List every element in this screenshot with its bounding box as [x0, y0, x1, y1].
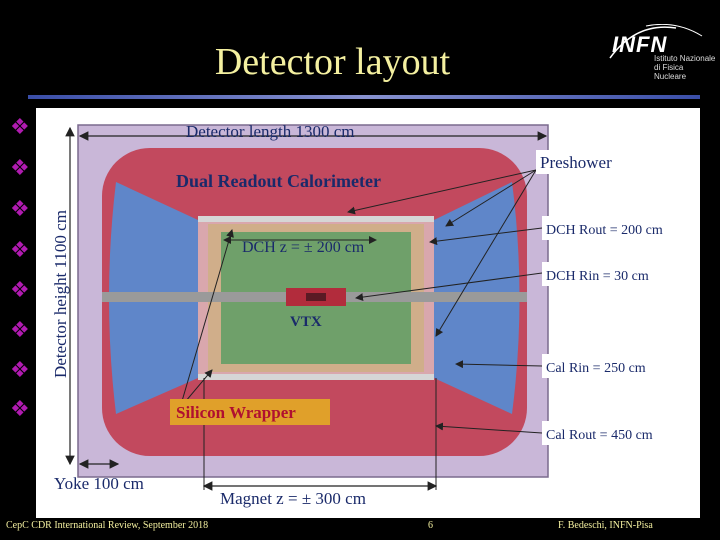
logo-subtitle — [654, 54, 716, 81]
infn-logo — [606, 24, 716, 80]
dch-z-label: DCH z = ± 200 cm — [242, 239, 365, 256]
bullet-icon: ❖ — [10, 238, 30, 263]
logo-word: INFN — [612, 32, 668, 57]
slide-title: Detector layout — [214, 41, 451, 83]
bullet-icon: ❖ — [10, 397, 30, 422]
cal-rin-label: Cal Rin = 250 cm — [546, 361, 646, 376]
page-number: 6 — [428, 520, 433, 531]
detector-diagram — [36, 108, 700, 518]
logo-subtitle-line2: di Fisica Nucleare — [654, 63, 687, 81]
preshower-label: Preshower — [540, 153, 612, 172]
preshower-bottom-band — [198, 374, 434, 380]
vtx-label: VTX — [290, 314, 322, 330]
footer-author: F. Bedeschi, INFN-Pisa — [558, 520, 653, 531]
bullet-icon: ❖ — [10, 156, 30, 181]
logo-subtitle-line1: Istituto Nazionale — [654, 54, 716, 63]
bullet-icon: ❖ — [10, 197, 30, 222]
detector-length-label: Detector length 1300 cm — [186, 122, 355, 141]
bullet-icon: ❖ — [10, 358, 30, 383]
vertex-core — [306, 293, 326, 301]
silicon-wrapper-label: Silicon Wrapper — [176, 403, 296, 422]
preshower-top-band — [198, 216, 434, 222]
bullet-icon: ❖ — [10, 278, 30, 303]
detector-height-label: Detector height 1100 cm — [51, 210, 70, 378]
dch-rin-label: DCH Rin = 30 cm — [546, 269, 649, 284]
magnet-z-label: Magnet z = ± 300 cm — [220, 489, 366, 508]
bullet-icon: ❖ — [10, 318, 30, 343]
yoke-label: Yoke 100 cm — [54, 474, 144, 493]
cal-rout-label: Cal Rout = 450 cm — [546, 428, 653, 443]
dch-rout-label: DCH Rout = 200 cm — [546, 223, 663, 238]
title-divider — [28, 95, 700, 99]
calorimeter-label: Dual Readout Calorimeter — [176, 171, 381, 191]
footer-conference: CepC CDR International Review, September 2018 — [6, 520, 209, 531]
bullet-icon: ❖ — [10, 115, 30, 140]
